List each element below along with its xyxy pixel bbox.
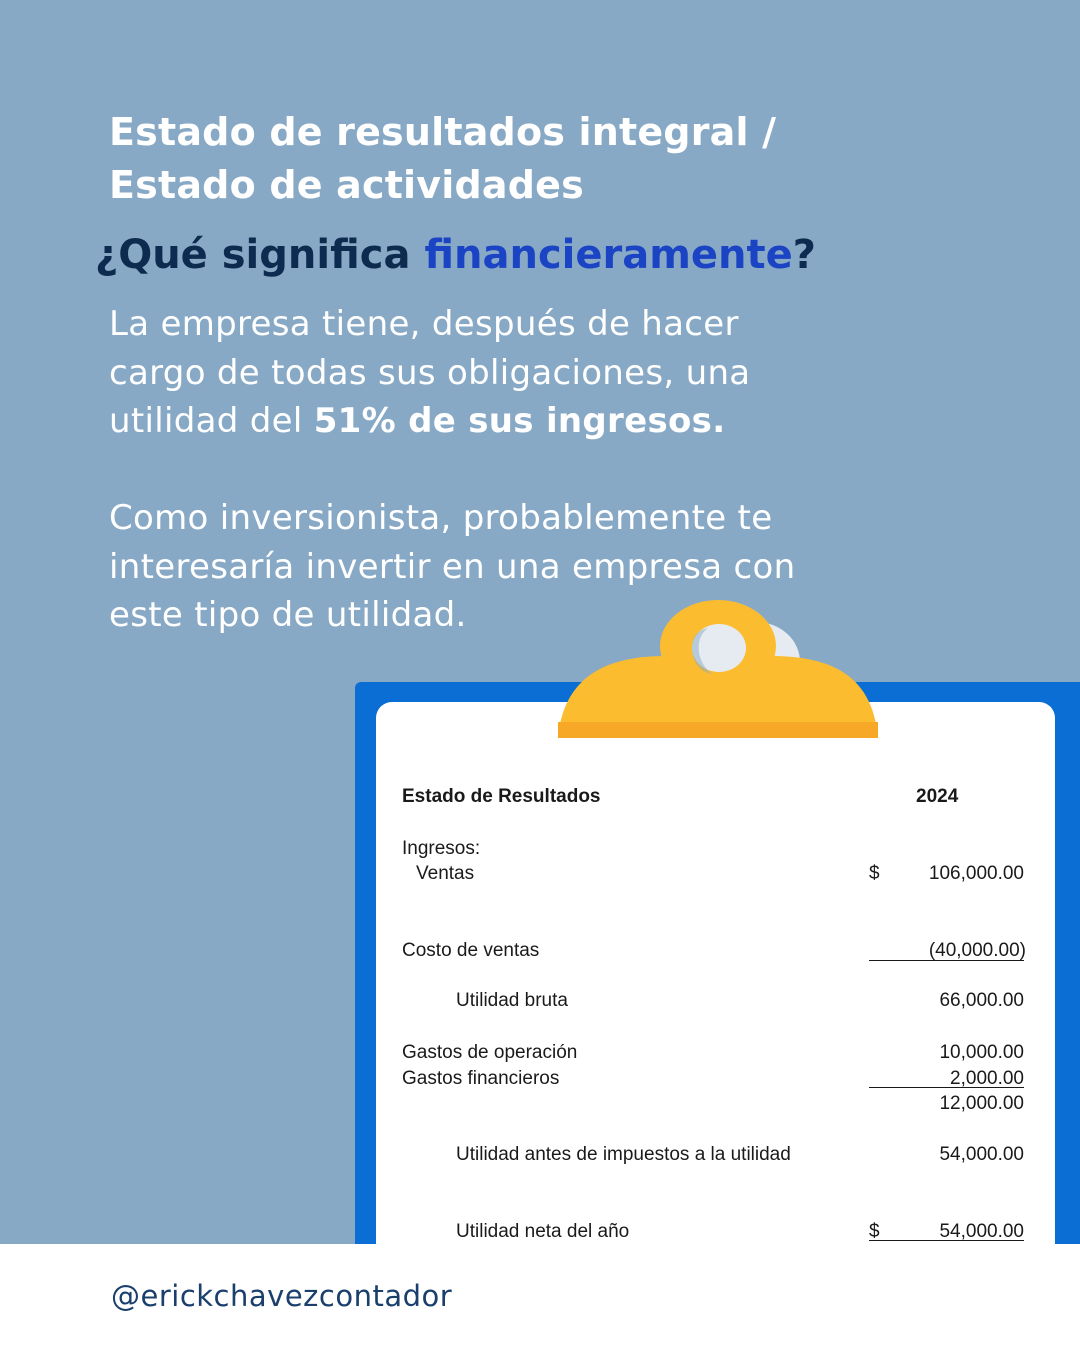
gastos-operacion-value: 10,000.00	[939, 1042, 1024, 1063]
subtitle-question	[95, 226, 816, 284]
clipboard-clip-icon	[556, 600, 880, 740]
subtitle-accent: financieramente	[424, 232, 793, 278]
ventas-value: 106,000.00	[928, 863, 1024, 884]
costo-ventas-label: Costo de ventas	[402, 940, 540, 961]
author-handle: @erickchavezcontador	[111, 1279, 453, 1313]
ingresos-label: Ingresos:	[402, 838, 481, 859]
title-line-1: Estado de resultados integral /	[109, 110, 777, 154]
statement-title: Estado de Resultados	[402, 786, 601, 807]
utilidad-neta-underline	[869, 1240, 1024, 1241]
statement-year: 2024	[916, 786, 959, 807]
page-title	[109, 106, 776, 212]
subtitle-suffix: ?	[792, 232, 816, 278]
ventas-label: Ventas	[416, 863, 475, 884]
explanation-highlight: 51% de sus ingresos.	[313, 401, 726, 441]
gastos-financieros-value: 2,000.00	[950, 1068, 1024, 1089]
gastos-total-value: 12,000.00	[939, 1093, 1024, 1114]
utilidad-antes-value: 54,000.00	[939, 1144, 1024, 1165]
title-line-2: Estado de actividades	[109, 163, 584, 207]
investor-paragraph: Como inversionista, probablemente te interesaría invertir en una empresa con este tipo de utilidad.	[109, 498, 796, 635]
costo-ventas-value: (40,000.00)	[928, 940, 1026, 961]
explanation-text: La empresa tiene, después de hacer cargo de todas sus obligaciones, una utilidad del	[109, 304, 751, 441]
gastos-operacion-label: Gastos de operación	[402, 1042, 578, 1063]
ventas-currency: $	[869, 863, 880, 884]
utilidad-neta-value: 54,000.00	[939, 1221, 1024, 1242]
utilidad-antes-label: Utilidad antes de impuestos a la utilidad	[456, 1144, 791, 1165]
utilidad-bruta-value: 66,000.00	[939, 990, 1024, 1011]
subtitle-prefix: ¿Qué significa	[95, 232, 425, 278]
gastos-financieros-label: Gastos financieros	[402, 1068, 560, 1089]
utilidad-bruta-label: Utilidad bruta	[456, 990, 568, 1011]
utilidad-neta-label: Utilidad neta del año	[456, 1221, 630, 1242]
explanation-paragraph	[109, 300, 809, 446]
utilidad-neta-currency: $	[869, 1221, 880, 1242]
